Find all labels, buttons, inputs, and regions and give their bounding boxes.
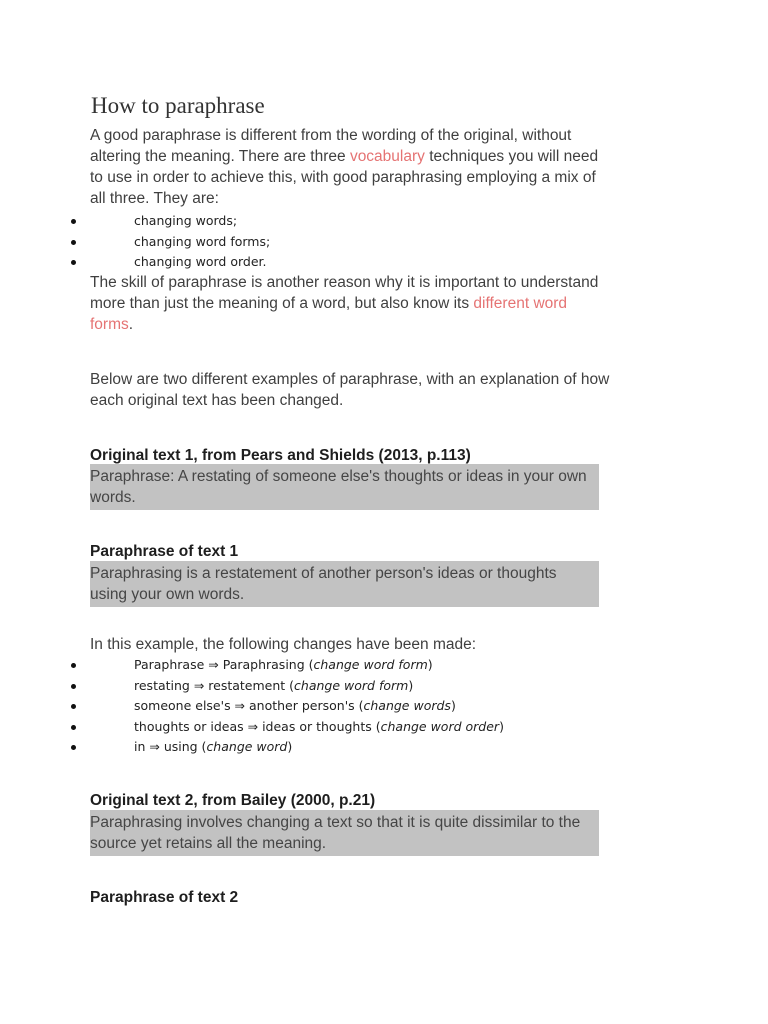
list-item: in ⇒ using (change word) — [0, 737, 620, 758]
vocabulary-link[interactable]: vocabulary — [349, 148, 425, 165]
original-text-2-heading: Original text 2, from Bailey (2000, p.21) — [90, 792, 376, 809]
list-item: changing word forms; — [0, 232, 620, 253]
list-item: changing words; — [0, 211, 620, 232]
bullet-dot — [71, 704, 76, 709]
bullet-dot — [71, 240, 76, 245]
original-text-1-quote: Paraphrase: A restating of someone else's thoughts or ideas in your own words. — [90, 464, 599, 510]
bullet-dot — [71, 745, 76, 750]
list-item: someone else's ⇒ another person's (change words) — [0, 696, 620, 717]
paraphrase-2-heading: Paraphrase of text 2 — [90, 889, 239, 906]
original-text-1-heading: Original text 1, from Pears and Shields (2013, p.113) — [90, 447, 471, 464]
list-item: changing word order. — [0, 252, 620, 273]
original-text-2-quote: Paraphrasing involves changing a text so that it is quite dissimilar to the source yet retains all the meaning. — [90, 810, 599, 856]
intro-paragraph — [90, 125, 610, 209]
skill-text-2: . — [128, 316, 134, 333]
intro-text-1: A good paraphrase is different from the wording of the original, without altering the meaning. There are three — [90, 127, 572, 165]
intro-text-2: techniques you will need to use in order to achieve this, with good paraphrasing employing a mix of all three. They are: — [90, 148, 599, 207]
changes-list — [0, 655, 620, 758]
bullet-dot — [71, 260, 76, 265]
examples-intro: Below are two different examples of paraphrase, with an explanation of how each original text has been changed. — [90, 371, 610, 409]
bullet-dot — [71, 684, 76, 689]
paraphrase-1-quote: Paraphrasing is a restatement of another person's ideas or thoughts using your own words. — [90, 561, 599, 607]
changes-intro: In this example, the following changes have been made: — [90, 636, 477, 653]
word-forms-link[interactable]: different word forms — [90, 295, 568, 333]
paraphrase-1-heading: Paraphrase of text 1 — [90, 543, 239, 560]
techniques-list — [0, 211, 620, 273]
page-title: How to paraphrase — [91, 93, 265, 118]
skill-text-1: The skill of paraphrase is another reason why it is important to understand more than just the meaning of a word, but also know its — [90, 274, 599, 312]
list-item: restating ⇒ restatement (change word form) — [0, 676, 620, 697]
bullet-dot — [71, 725, 76, 730]
list-item: thoughts or ideas ⇒ ideas or thoughts (change word order) — [0, 717, 620, 738]
skill-paragraph — [90, 272, 610, 335]
bullet-dot — [71, 219, 76, 224]
list-item: Paraphrase ⇒ Paraphrasing (change word form) — [0, 655, 620, 676]
bullet-dot — [71, 663, 76, 668]
